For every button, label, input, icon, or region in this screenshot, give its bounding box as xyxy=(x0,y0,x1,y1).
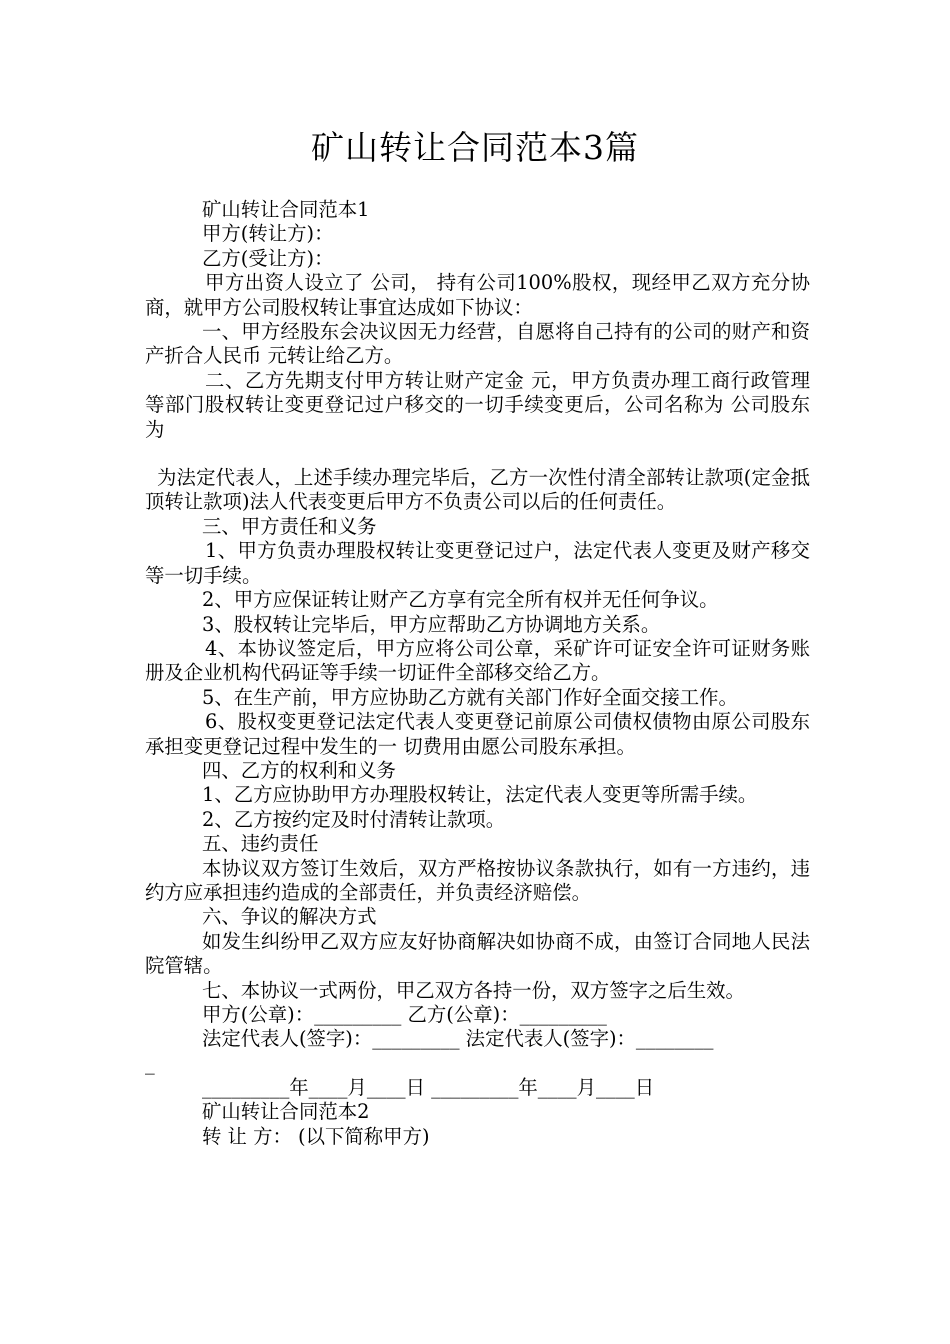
clause-item: 2、甲方应保证转让财产乙方享有完全所有权并无任何争议。 xyxy=(202,588,719,612)
party-a-line: 甲方(转让方)： xyxy=(202,222,334,246)
section-heading: 矿山转让合同范本2 xyxy=(202,1100,370,1124)
clause-heading: 六、争议的解决方式 xyxy=(202,905,377,929)
clause-heading: 七、本协议一式两份，甲乙双方各持一份，双方签字之后生效。 xyxy=(202,978,745,1002)
representative-signature-line: 法定代表人(签字)：_________ 法定代表人(签字)：________ xyxy=(202,1027,714,1051)
paragraph: 二、乙方先期支付甲方转让财产定金 元，甲方负责办理工商行政管理等部门股权转让变更登记过户移交的一切手续变更后，公司名称为 公司股东为 xyxy=(145,368,810,441)
party-b-line: 乙方(受让方)： xyxy=(202,246,334,270)
section-heading: 矿山转让合同范本1 xyxy=(202,198,370,221)
seal-signature-line: 甲方(公章)：_________ 乙方(公章)：_________ xyxy=(202,1003,607,1026)
document-title: 矿山转让合同范本3篇 xyxy=(311,128,639,167)
clause-heading: 三、甲方责任和义务 xyxy=(202,514,377,538)
clause-item: 5、在生产前，甲方应协助乙方就有关部门作好全面交接工作。 xyxy=(202,685,738,709)
blank-dash: _ xyxy=(145,1051,155,1075)
clause-heading: 五、违约责任 xyxy=(202,832,319,856)
clause-item: 1、甲方负责办理股权转让变更登记过户，法定代表人变更及财产移交等一切手续。 xyxy=(145,539,810,587)
clause-heading: 四、乙方的权利和义务 xyxy=(202,758,396,782)
blank-line xyxy=(145,442,810,466)
clause-item: 6、股权变更登记法定代表人变更登记前原公司债权债物由原公司股东承担变更登记过程中发生的一 切费用由愿公司股东承担。 xyxy=(145,710,810,758)
clause-item: 3、股权转让完毕后，甲方应帮助乙方协调地方关系。 xyxy=(202,612,661,636)
paragraph: 为法定代表人，上述手续办理完毕后，乙方一次性付清全部转让款项(定金抵顶转让款项)法人代表变更后甲方不负责公司以后的任何责任。 xyxy=(145,466,810,514)
clause-item: 1、乙方应协助甲方办理股权转让，法定代表人变更等所需手续。 xyxy=(202,783,758,807)
clause-item: 2、乙方按约定及时付清转让款项。 xyxy=(202,807,506,831)
paragraph: 一、甲方经股东会决议因无力经营，自愿将自己持有的公司的财产和资产折合人民币 元转让给乙方。 xyxy=(145,320,810,368)
paragraph: 甲方出资人设立了 公司， 持有公司100%股权，现经甲乙双方充分协商，就甲方公司股权转让事宜达成如下协议： xyxy=(145,271,810,319)
date-line: _________年____月____日 _________年____月____日 xyxy=(202,1075,655,1099)
clause-item: 如发生纠纷甲乙双方应友好协商解决如协商不成，由签订合同地人民法院管辖。 xyxy=(145,929,810,978)
document-body xyxy=(145,198,810,1149)
transferor-line: 转 让 方： (以下简称甲方) xyxy=(202,1124,430,1148)
clause-item: 4、本协议签定后，甲方应将公司公章，采矿许可证安全许可证财务账册及企业机构代码证等手续一切证件全部移交给乙方。 xyxy=(145,636,810,685)
clause-item: 本协议双方签订生效后，双方严格按协议条款执行，如有一方违约，违约方应承担违约造成的全部责任，并负责经济赔偿。 xyxy=(145,856,810,904)
